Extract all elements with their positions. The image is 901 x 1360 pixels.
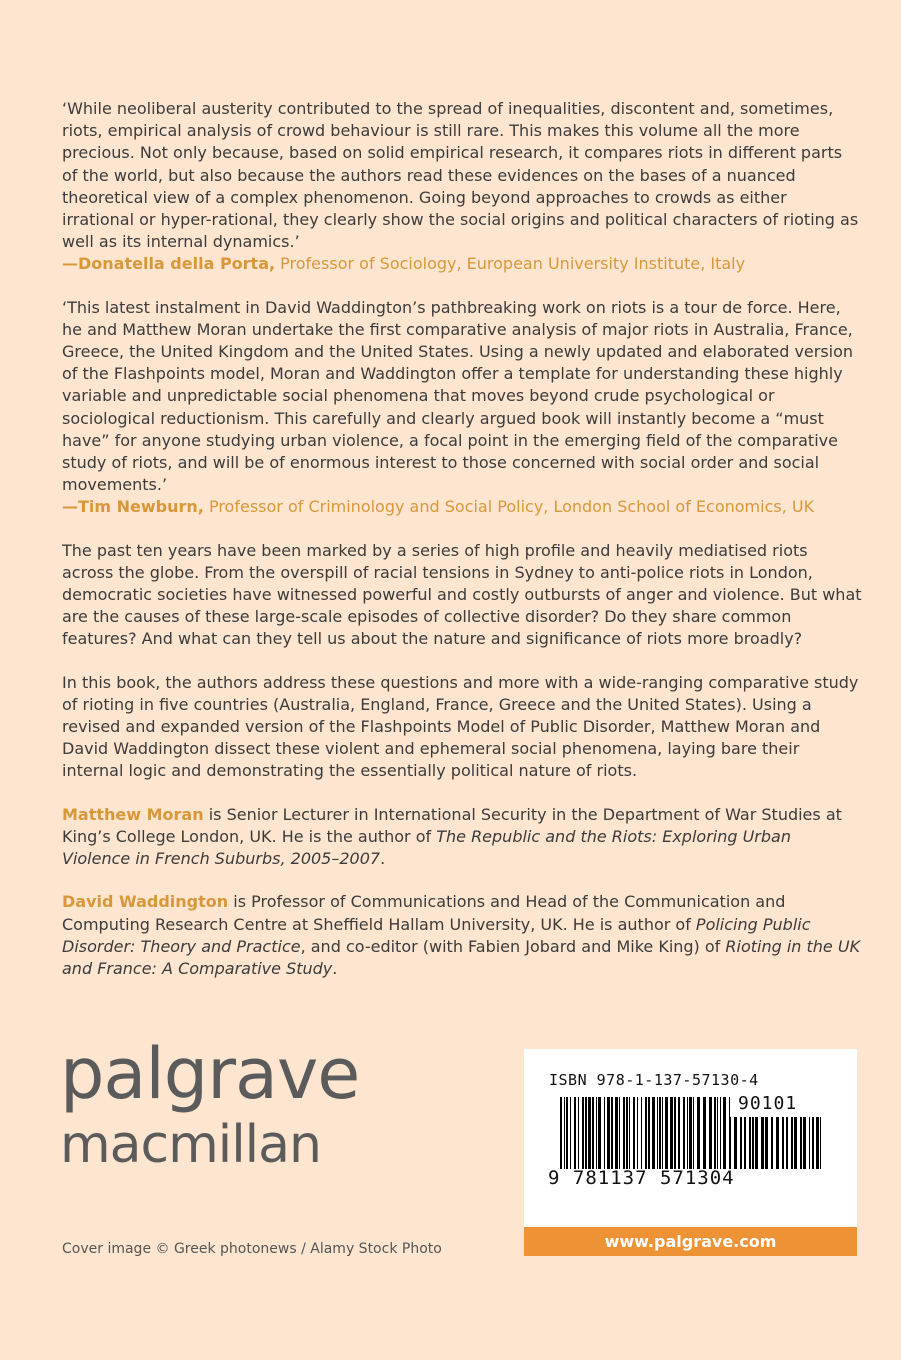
endorsement-2-attribution [62, 497, 814, 516]
barcode-bar [657, 1097, 658, 1169]
barcode-bar [626, 1097, 628, 1169]
barcode-bar [744, 1117, 746, 1169]
barcode-bar [752, 1117, 754, 1169]
publisher-logo [60, 1033, 360, 1175]
barcode-bar [645, 1097, 647, 1169]
barcode-bar [693, 1097, 694, 1169]
barcode-bar [566, 1097, 568, 1169]
barcode-bar [709, 1097, 712, 1169]
barcode-bar [623, 1097, 625, 1169]
barcode-bar [714, 1097, 716, 1169]
cover-image-credit: Cover image © Greek photonews / Alamy Stock Photo [62, 1241, 442, 1257]
barcode-bar [607, 1097, 610, 1169]
barcode-bar [703, 1097, 706, 1169]
barcode-bar [659, 1097, 661, 1169]
price-addon-number: 90101 [738, 1093, 798, 1114]
author-bio-text: is Professor of Communications and Head of the Communication and Computing Research Centre at Sheffield Hallam University, UK. He is author of [62, 892, 786, 934]
book-title: The Republic and the Riots: Exploring Urban Violence in French Suburbs, 2005–2007 [62, 826, 791, 869]
barcode-bar [560, 1097, 562, 1169]
barcode-bar [809, 1117, 810, 1169]
barcode-bar [765, 1117, 768, 1169]
barcode-bar [578, 1097, 579, 1169]
barcode-bar [615, 1097, 618, 1169]
barcode-bar [791, 1117, 793, 1169]
barcode-bar [803, 1117, 806, 1169]
punctuation: . [380, 849, 386, 869]
endorser-role: Professor of Criminology and Social Policy, London School of Economics, UK [203, 497, 815, 517]
barcode-bar [697, 1097, 700, 1169]
barcode-bar [816, 1117, 819, 1169]
barcode-bar [641, 1097, 642, 1169]
barcode-bar [652, 1097, 655, 1169]
barcode-bar [786, 1117, 788, 1169]
author-name: Matthew Moran [62, 804, 204, 824]
barcode-bar [670, 1097, 673, 1169]
barcode-bar [734, 1117, 737, 1169]
barcode-bar [782, 1117, 784, 1169]
publisher-logo-line-2: macmillan [60, 1115, 321, 1175]
barcode-bar [689, 1097, 692, 1169]
barcode-bar [648, 1097, 650, 1169]
endorser-name: —Donatella della Porta, [62, 254, 276, 274]
endorser-role: Professor of Sociology, European University Institute, Italy [275, 254, 746, 274]
barcode-bar [755, 1117, 758, 1169]
barcode-bar [629, 1097, 630, 1169]
barcode-bar [776, 1117, 779, 1169]
endorsement-1 [62, 98, 862, 276]
barcode-bar [683, 1097, 685, 1169]
barcode-bar [574, 1097, 576, 1169]
isbn-label: ISBN 978-1-137-57130-4 [549, 1071, 759, 1089]
barcode-bar [564, 1097, 565, 1169]
author-bio-text: , and co-editor (with Fabien Jobard and Mike King) of [300, 936, 726, 956]
barcode-bar [812, 1117, 814, 1169]
author-bio-text: is Senior Lecturer in International Security in the Department of War Studies at King’s College London, UK. He is the author of [62, 804, 842, 846]
barcode-bar [740, 1117, 742, 1169]
book-title: Rioting in the UK and France: A Comparative Study [62, 936, 861, 978]
endorsement-1-text: ‘While neoliberal austerity contributed to the spread of inequalities, discontent and, sometimes, riots, empirical analysis of crowd behaviour is still rare. This makes this volume all the more precious. Not only because, based on solid empirical research, it compares riots in different parts of the world, but also because the authors read these evidences on the bases of a nuanced theoretical view of a complex phenomenon. Going beyond approaches to crowds as either irrational or hyper-rational, they clearly show the social origins and political characters of rioting as well as its internal dynamics.’ [62, 99, 859, 252]
author-bio-2 [62, 891, 862, 980]
publisher-logo-line-1: palgrave [60, 1033, 360, 1115]
barcode-bar [687, 1097, 688, 1169]
publisher-website-link[interactable]: www.palgrave.com [524, 1227, 857, 1256]
barcode-bar [582, 1097, 584, 1169]
book-title: Policing Public Disorder: Theory and Practice [62, 914, 811, 956]
barcode-bar [794, 1117, 797, 1169]
barcode-bar [588, 1097, 591, 1169]
barcode-bar [637, 1097, 638, 1169]
barcode-bar [665, 1097, 668, 1169]
barcode-bar [820, 1117, 821, 1169]
endorsement-2-text: ‘This latest instalment in David Waddington’s pathbreaking work on riots is a tour de force. Here, he and Matthew Moran undertake the first comparative analysis of major riots in Australia, France, Greece, the United Kingdom and the United States. Using a newly updated and elaborated version of the Flashpoints model, Moran and Waddington offer a template for understanding these highly variable and unpredictable social phenomena that moves beyond crude psychological or sociological reductionism. This carefully and clearly argued book will instantly become a “must have” for anyone studying urban violence, a focal point in the emerging field of the comparative study of riots, and will be of enormous interest to those concerned with social order and social movements.’ [62, 297, 854, 495]
barcode-bar [761, 1117, 764, 1169]
endorsement-1-attribution [62, 254, 745, 273]
barcode-bar [611, 1097, 613, 1169]
barcode-bar [800, 1117, 802, 1169]
blurb-paragraph-1: The past ten years have been marked by a series of high profile and heavily mediatised riots across the globe. From the overspill of racial tensions in Sydney to anti-police riots in London, democratic societies have witnessed powerful and costly outbursts of anger and violence. But what are the causes of these large-scale episodes of collective disorder? Do they share common features? And what can they tell us about the nature and significance of riots more broadly? [62, 540, 862, 649]
barcode-bar [633, 1097, 635, 1169]
barcode-bar [678, 1097, 680, 1169]
barcode-bar [585, 1097, 587, 1169]
ean-number: 9 781137 571304 [548, 1167, 735, 1189]
barcode-bar [720, 1097, 721, 1169]
barcode-bar [717, 1097, 718, 1169]
barcode-panel [524, 1049, 857, 1227]
blurb-paragraph-2: In this book, the authors address these questions and more with a wide-ranging comparative study of rioting in five countries (Australia, England, France, Greece and the United States). Using a revised and expanded version of the Flashpoints Model of Public Disorder, Matthew Moran and David Waddington dissect these violent and ephemeral social phenomena, laying bare their internal logic and demonstrating the essentially political nature of riots. [62, 672, 859, 781]
barcode-bar [662, 1097, 663, 1169]
barcode-bar [604, 1097, 605, 1169]
barcode-bar [730, 1117, 731, 1169]
barcode-bar [749, 1117, 751, 1169]
endorser-name: —Tim Newburn, [62, 497, 204, 517]
barcode-bar [619, 1097, 620, 1169]
barcode-bar [771, 1117, 773, 1169]
barcode-bar [596, 1097, 597, 1169]
endorsement-2 [62, 297, 862, 519]
barcode-bar [570, 1097, 571, 1169]
addon-barcode [730, 1117, 822, 1169]
barcode-bar [598, 1097, 601, 1169]
barcode-bar [674, 1097, 676, 1169]
punctuation: . [332, 958, 338, 978]
barcode-bar [592, 1097, 594, 1169]
author-name: David Waddington [62, 892, 229, 912]
barcode-bar [723, 1097, 726, 1169]
cover-text [62, 98, 862, 1001]
author-bio-1 [62, 804, 862, 871]
ean-barcode [560, 1097, 732, 1169]
